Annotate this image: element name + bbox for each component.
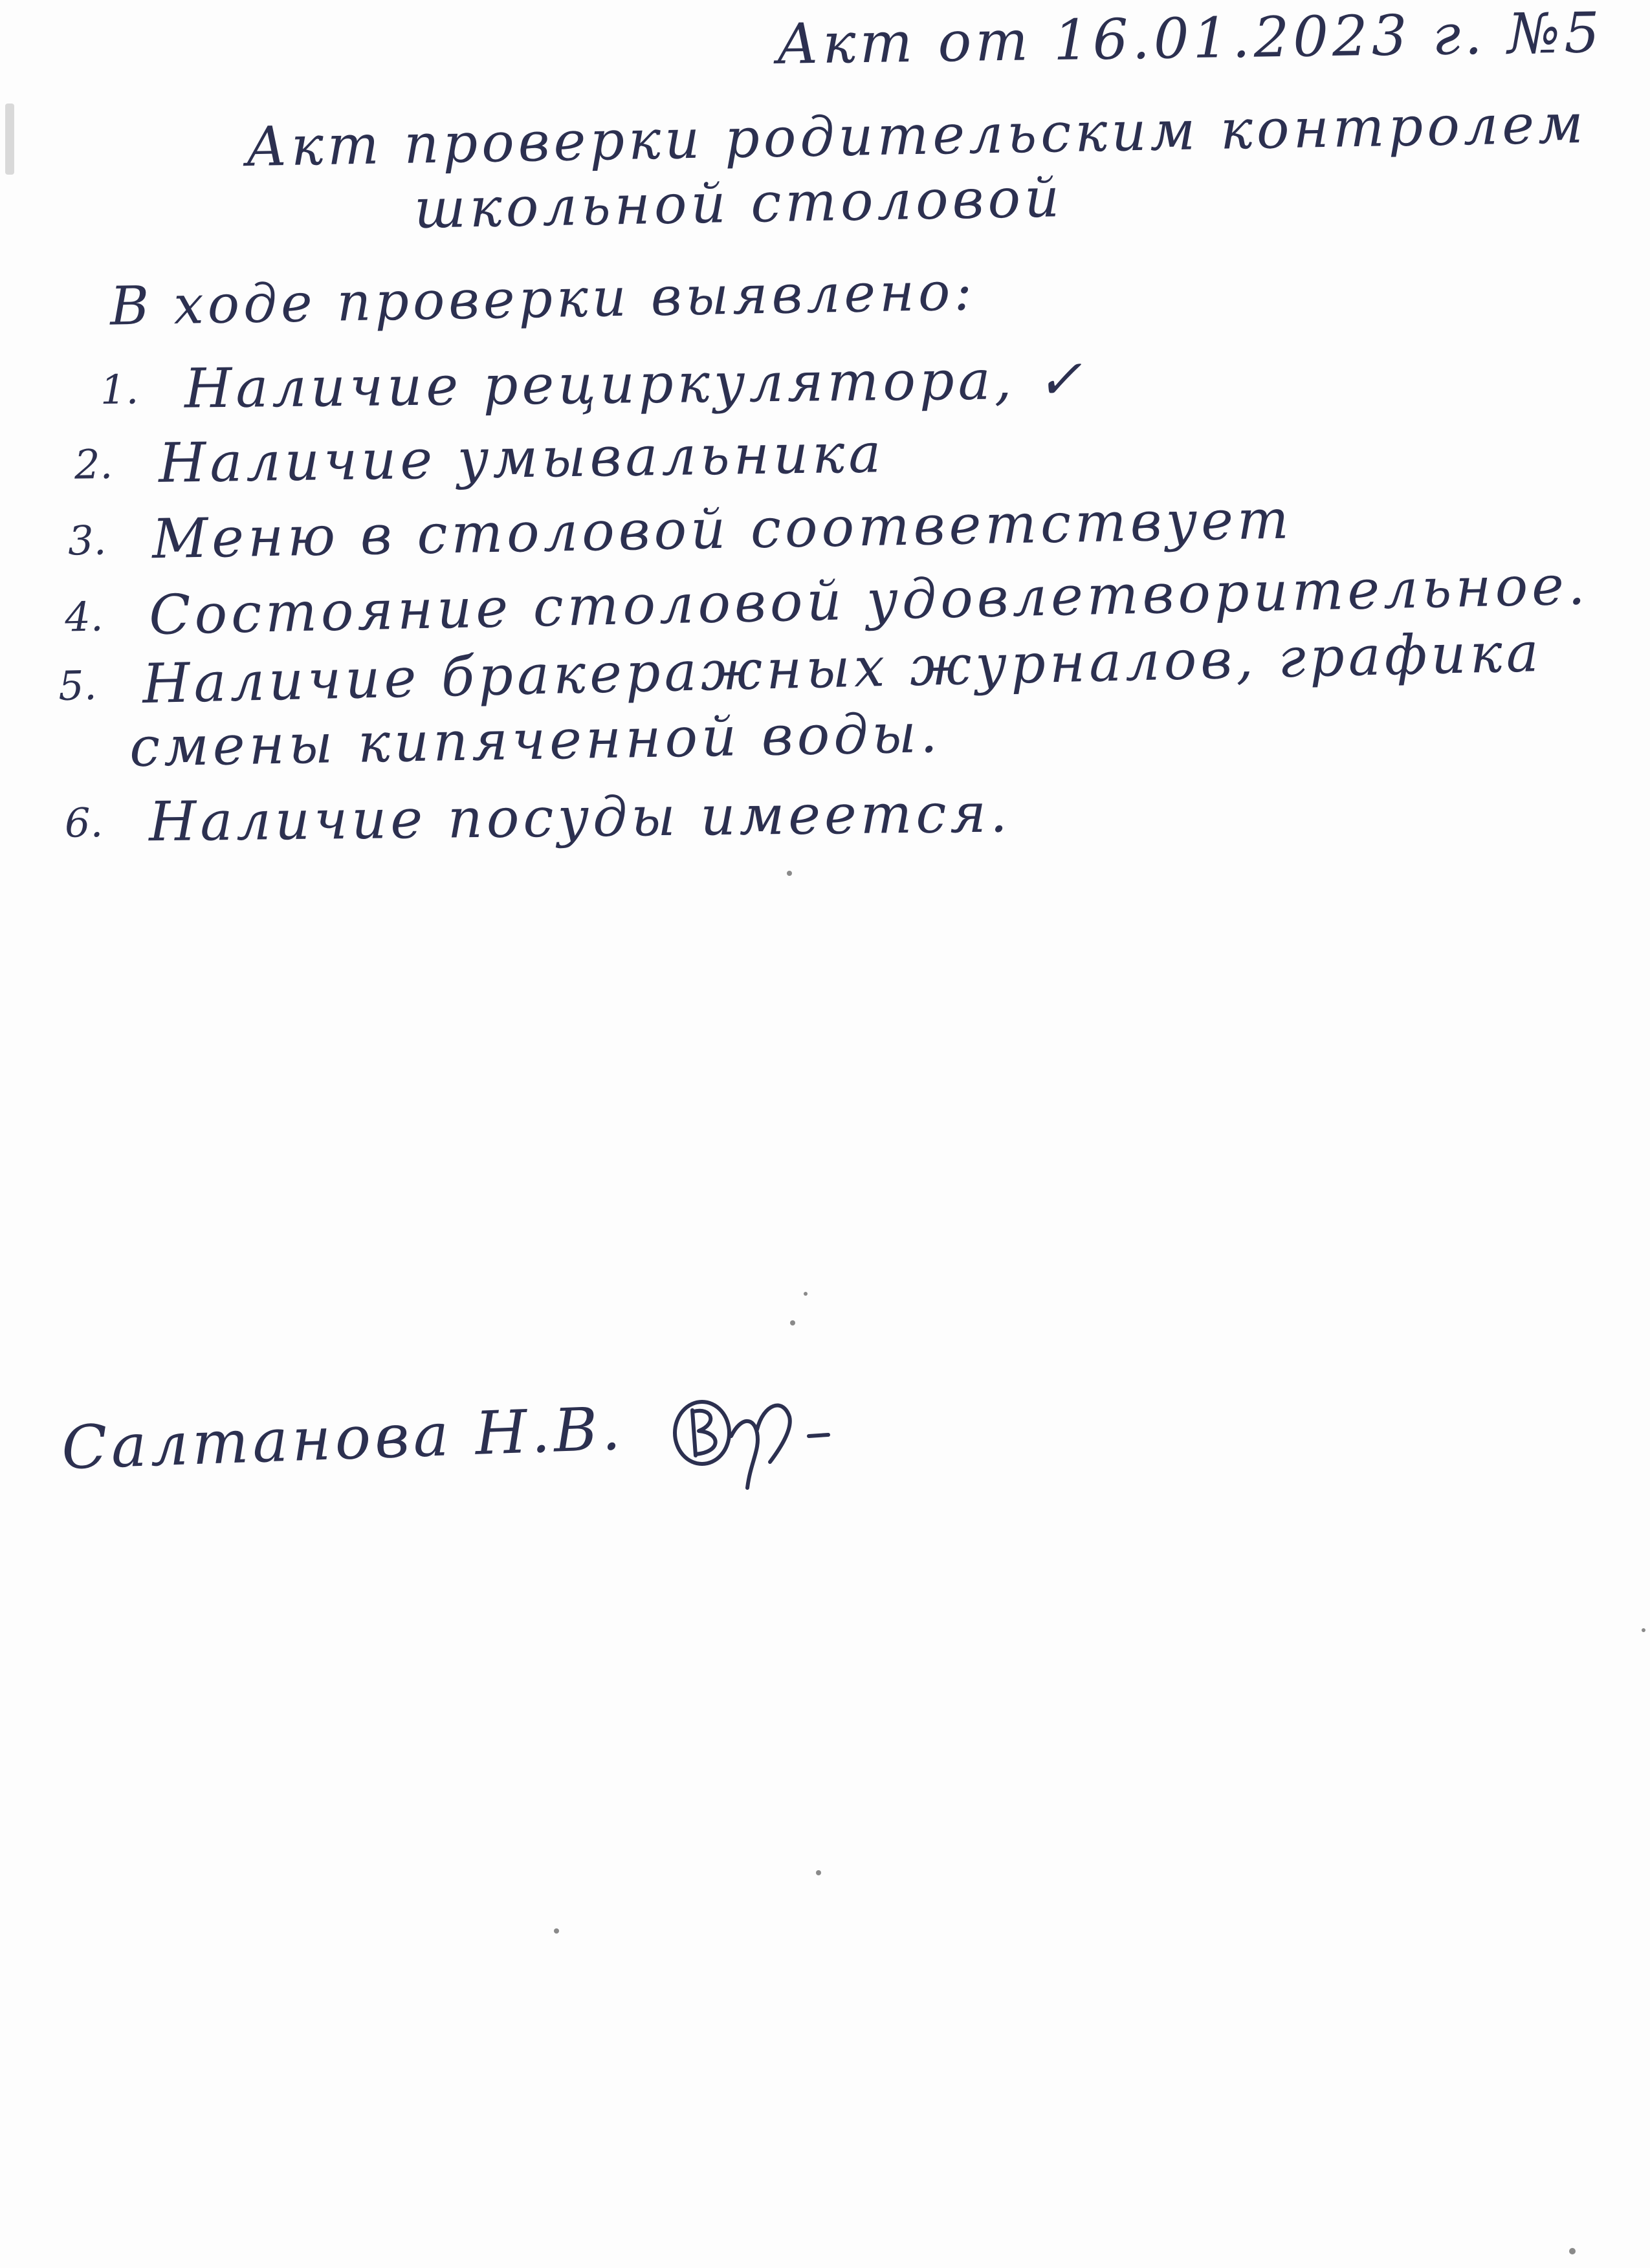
- finding-text: Наличие посуды имеется.: [148, 781, 1012, 854]
- signature-image: [660, 1371, 854, 1520]
- findings-intro: В ходе проверки выявлено:: [109, 261, 976, 338]
- finding-item: [74, 421, 885, 496]
- finding-text: Наличие умывальника: [158, 421, 885, 495]
- finding-number: 6.: [64, 798, 104, 847]
- finding-item: [65, 781, 1012, 854]
- finding-text: Состояние столовой удовлетворительное.: [148, 553, 1590, 647]
- document-title-line-2: школьной столовой: [413, 166, 1064, 241]
- scan-edge-mark: [5, 104, 14, 175]
- finding-number: 3.: [67, 516, 107, 565]
- act-number-date: Акт от 16.01.2023 г. №5: [776, 1, 1604, 77]
- finding-text: Наличие рециркулятора, ✓: [184, 347, 1086, 420]
- finding-item: [100, 347, 1086, 421]
- finding-number: 4.: [64, 592, 104, 641]
- finding-text: Меню в столовой соответствует: [151, 487, 1293, 571]
- signer-name: Салтанова Н.В.: [60, 1393, 626, 1483]
- finding-number: 2.: [74, 440, 113, 488]
- finding-item: [67, 487, 1293, 572]
- finding-text-continuation: смены кипяченной воды.: [129, 701, 942, 779]
- finding-number: 1.: [100, 365, 139, 413]
- finding-text: Наличие бракеражных журналов, графика: [142, 620, 1543, 716]
- finding-number: 5.: [58, 661, 98, 710]
- document-title-line-1: Акт проверки родительским контролем: [245, 91, 1588, 179]
